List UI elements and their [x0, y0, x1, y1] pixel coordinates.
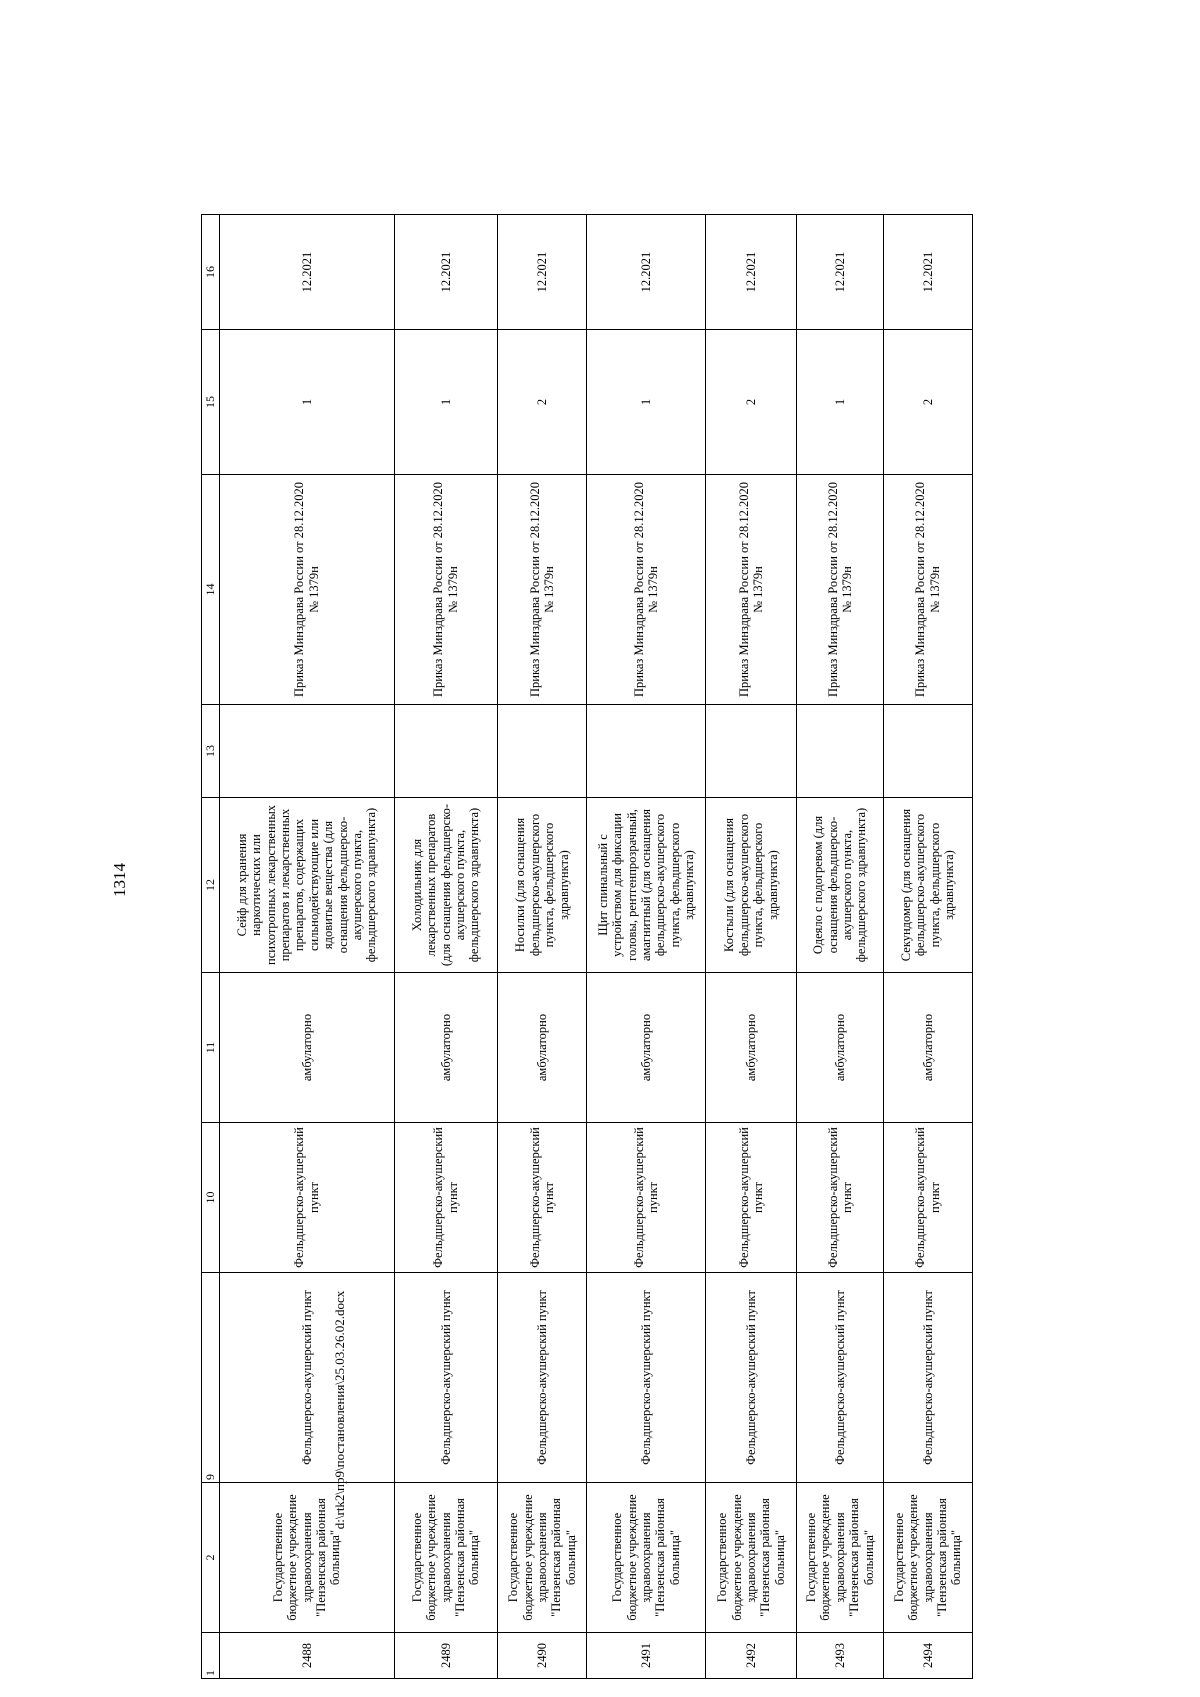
empty-cell	[498, 705, 587, 798]
unit-cell: Фельдшерско-акушерский пункт	[706, 1273, 797, 1483]
care-type-cell: амбулаторно	[394, 973, 498, 1123]
care-type-cell: амбулаторно	[587, 973, 706, 1123]
organization-cell: Государственное бюджетное учреждение здравоохранения "Пензенская районная больница"	[394, 1483, 498, 1633]
table-row	[883, 215, 972, 1679]
order-cell: Приказ Минздрава России от 28.12.2020 № 1379н	[394, 475, 498, 705]
row-number: 2488	[220, 1633, 395, 1679]
unit-cell: Фельдшерско-акушерский пункт	[587, 1273, 706, 1483]
equipment-cell: Сейф для хранения наркотических или психотропных лекарственных препаратов и лекарственных препаратов, содержащих сильнодействующие или ядовитые вещества (для оснащения фельдшерско-акушерского пункта, фельдшерского здравпункта)	[220, 798, 395, 973]
header-cell: 2	[202, 1483, 220, 1633]
quantity-cell: 2	[498, 330, 587, 475]
organization-cell: Государственное бюджетное учреждение здравоохранения "Пензенская районная больница"	[498, 1483, 587, 1633]
quantity-cell: 2	[883, 330, 972, 475]
row-number: 2491	[587, 1633, 706, 1679]
date-cell: 12.2021	[797, 215, 883, 330]
quantity-cell: 1	[587, 330, 706, 475]
subdivision-cell: Фельдшерско-акушерский пункт	[220, 1123, 395, 1273]
empty-cell	[394, 705, 498, 798]
empty-cell	[883, 705, 972, 798]
empty-cell	[220, 705, 395, 798]
header-cell: 1	[202, 1633, 220, 1679]
order-cell: Приказ Минздрава России от 28.12.2020 № 1379н	[797, 475, 883, 705]
equipment-cell: Холодильник для лекарственных препаратов (для оснащения фельдшерско-акушерского пункта, фельдшерского здравпункта)	[394, 798, 498, 973]
quantity-cell: 1	[797, 330, 883, 475]
table-row	[706, 215, 797, 1679]
table-row	[394, 215, 498, 1679]
row-number: 2492	[706, 1633, 797, 1679]
unit-cell: Фельдшерско-акушерский пункт	[498, 1273, 587, 1483]
care-type-cell: амбулаторно	[797, 973, 883, 1123]
table-row	[587, 215, 706, 1679]
empty-cell	[587, 705, 706, 798]
subdivision-cell: Фельдшерско-акушерский пункт	[797, 1123, 883, 1273]
subdivision-cell: Фельдшерско-акушерский пункт	[587, 1123, 706, 1273]
organization-cell: Государственное бюджетное учреждение здравоохранения "Пензенская районная больница"	[883, 1483, 972, 1633]
order-cell: Приказ Минздрава России от 28.12.2020 № 1379н	[587, 475, 706, 705]
quantity-cell: 1	[394, 330, 498, 475]
header-row	[202, 215, 220, 1679]
header-cell: 16	[202, 215, 220, 330]
subdivision-cell: Фельдшерско-акушерский пункт	[883, 1123, 972, 1273]
date-cell: 12.2021	[883, 215, 972, 330]
date-cell: 12.2021	[220, 215, 395, 330]
organization-cell: Государственное бюджетное учреждение здравоохранения "Пензенская районная больница"	[587, 1483, 706, 1633]
equipment-cell: Секундомер (для оснащения фельдшерско-акушерского пункта, фельдшерского здравпункта)	[883, 798, 972, 973]
unit-cell: Фельдшерско-акушерский пункт	[883, 1273, 972, 1483]
equipment-cell: Костыли (для оснащения фельдшерско-акушерского пункта, фельдшерского здравпункта)	[706, 798, 797, 973]
order-cell: Приказ Минздрава России от 28.12.2020 № 1379н	[220, 475, 395, 705]
header-cell: 15	[202, 330, 220, 475]
date-cell: 12.2021	[498, 215, 587, 330]
header-cell: 12	[202, 798, 220, 973]
empty-cell	[706, 705, 797, 798]
date-cell: 12.2021	[394, 215, 498, 330]
table-row	[220, 215, 395, 1679]
care-type-cell: амбулаторно	[706, 973, 797, 1123]
row-number: 2489	[394, 1633, 498, 1679]
footer-file-path-text: d:\rtk2\пр9\постановления\25.03.26.02.docx	[332, 1290, 347, 1530]
row-number: 2493	[797, 1633, 883, 1679]
care-type-cell: амбулаторно	[220, 973, 395, 1123]
date-cell: 12.2021	[706, 215, 797, 330]
unit-cell: Фельдшерско-акушерский пункт	[394, 1273, 498, 1483]
equipment-cell: Щит спинальный с устройством для фиксации головы, рентгенпрозрачный, амагнитный (для оснащения фельдшерско-акушерского пункта, фельдшерского здравпункта)	[587, 798, 706, 973]
row-number: 2490	[498, 1633, 587, 1679]
order-cell: Приказ Минздрава России от 28.12.2020 № 1379н	[883, 475, 972, 705]
header-cell: 9	[202, 1273, 220, 1483]
header-cell: 11	[202, 973, 220, 1123]
subdivision-cell: Фельдшерско-акушерский пункт	[394, 1123, 498, 1273]
care-type-cell: амбулаторно	[498, 973, 587, 1123]
quantity-cell: 1	[220, 330, 395, 475]
header-cell: 13	[202, 705, 220, 798]
page-number-text: 1314	[110, 863, 129, 897]
empty-cell	[797, 705, 883, 798]
header-cell: 10	[202, 1123, 220, 1273]
table-row	[797, 215, 883, 1679]
subdivision-cell: Фельдшерско-акушерский пункт	[498, 1123, 587, 1273]
rotated-table-frame	[201, 215, 973, 1679]
quantity-cell: 2	[706, 330, 797, 475]
order-cell: Приказ Минздрава России от 28.12.2020 № 1379н	[706, 475, 797, 705]
date-cell: 12.2021	[587, 215, 706, 330]
header-cell: 14	[202, 475, 220, 705]
equipment-cell: Одеяло с подогревом (для оснащения фельдшерско-акушерского пункта, фельдшерского здравпункта)	[797, 798, 883, 973]
care-type-cell: амбулаторно	[883, 973, 972, 1123]
unit-cell: Фельдшерско-акушерский пункт	[220, 1273, 395, 1483]
equipment-table	[201, 214, 973, 1679]
table-row	[498, 215, 587, 1679]
organization-cell: Государственное бюджетное учреждение здравоохранения "Пензенская районная больница"	[706, 1483, 797, 1633]
organization-cell: Государственное бюджетное учреждение здравоохранения "Пензенская районная больница"	[220, 1483, 395, 1633]
equipment-cell: Носилки (для оснащения фельдшерско-акушерского пункта, фельдшерского здравпункта)	[498, 798, 587, 973]
organization-cell: Государственное бюджетное учреждение здравоохранения "Пензенская районная больница"	[797, 1483, 883, 1633]
subdivision-cell: Фельдшерско-акушерский пункт	[706, 1123, 797, 1273]
order-cell: Приказ Минздрава России от 28.12.2020 № 1379н	[498, 475, 587, 705]
unit-cell: Фельдшерско-акушерский пункт	[797, 1273, 883, 1483]
row-number: 2494	[883, 1633, 972, 1679]
